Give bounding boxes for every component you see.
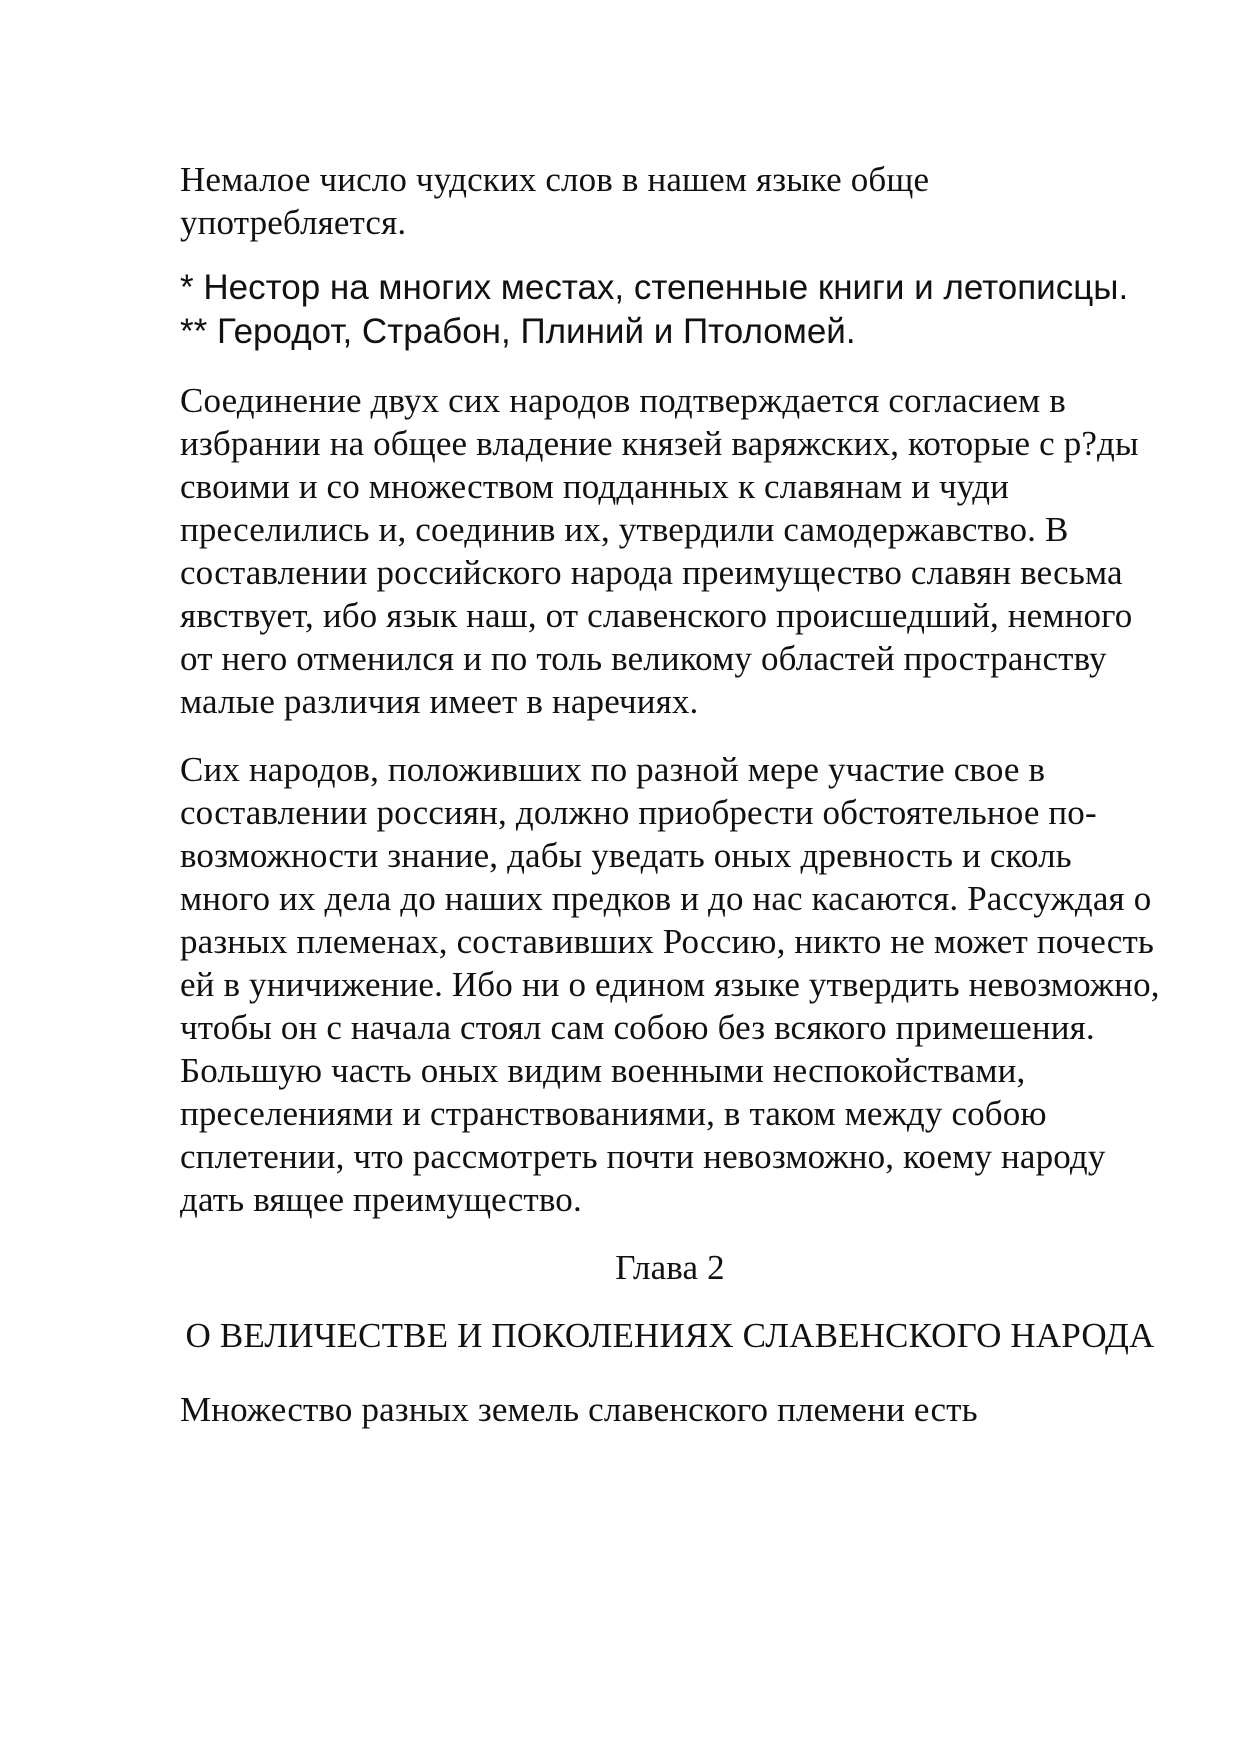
chapter-number: Глава 2 [615,1248,725,1287]
footnote-2: ** Геродот, Страбон, Плиний и Птоломей. [180,312,856,351]
chapter-title: О ВЕЛИЧЕСТВЕ И ПОКОЛЕНИЯХ СЛАВЕНСКОГО НАРОДА [185,1316,1155,1355]
body-paragraph-1: Соединение двух сих народов подтверждается согласием в избрании на общее владение князей варяжских, которые с р?ды своими и со множеством подданных к славянам и чуди преселились и, соединив их, утвердили самодержавство. В составлении российского народа преимущество славян весьма явствует, ибо язык наш, от славенского происшедший, немного от него отменился и по толь великому областей пространству малые различия имеет в наречиях. [180,381,1139,721]
intro-paragraph: Немалое число чудских слов в нашем языке обще употребляется. [180,160,930,242]
body-paragraph-2: Сих народов, положивших по разной мере участие свое в составлении россиян, должно приобрести обстоятельное по-возможности знание, дабы уведать оных древность и сколь много их дела до наших предков и до нас касаются. Рассуждая о разных племенах, составивших Россию, никто не может почесть ей в уничижение. Ибо ни о едином языке утвердить невозможно, чтобы он с начала стоял сам собою без всякого примешения. Большую часть оных видим военными неспокойствами, преселениями и странствованиями, в таком между собою сплетении, что рассмотреть почти невозможно, коему народу дать вящее преимущество. [180,750,1160,1219]
closing-paragraph: Множество разных земель славенского племени есть [180,1390,978,1429]
footnotes-block [180,266,1160,354]
document-page [180,158,1160,1431]
footnote-1: * Нестор на многих местах, степенные книги и летописцы. [180,268,1129,307]
